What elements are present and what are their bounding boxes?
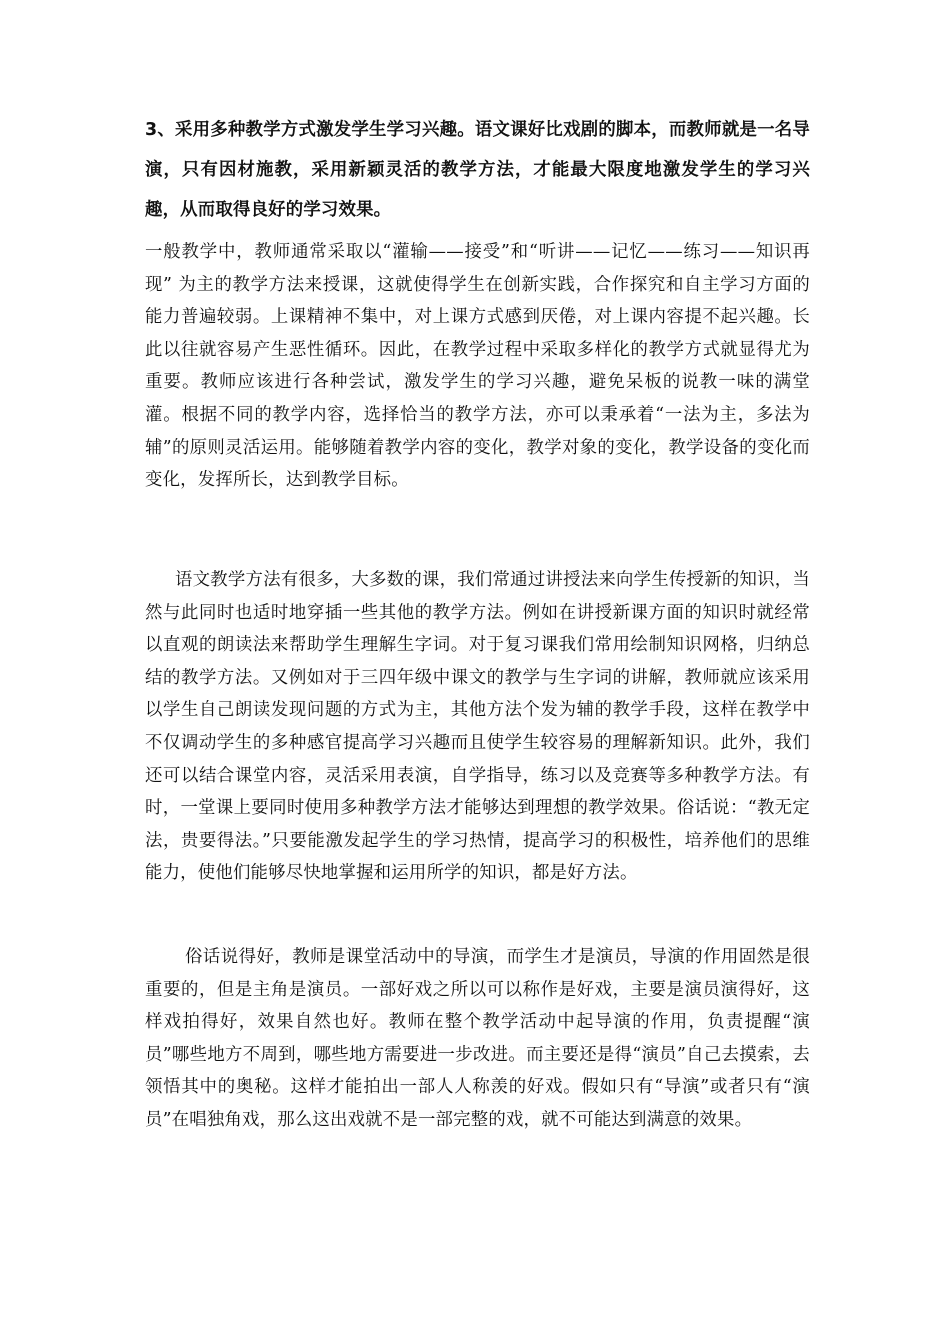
section-heading: 3、采用多种教学方式激发学生学习兴趣。语文课好比戏剧的脚本，而教师就是一名导演，只有因材施教，采用新颖灵活的教学方法，才能最大限度地激发学生的学习兴趣，从而取得良好的学习效果。 bbox=[145, 120, 810, 220]
paragraph-1: 一般教学中，教师通常采取以“灌输——接受”和“听讲——记忆——练习——知识再现” 为主的教学方法来授课，这就使得学生在创新实践，合作探究和自主学习方面的能力普遍较弱。上课精神不集中，对上课方式感到厌倦，对上课内容提不起兴趣。长此以往就容易产生恶性循环。因此，在教学过程中采取多样化的教学方式就显得尤为重要。教师应该进行各种尝试，激发学生的学习兴趣，避免呆板的说教一味的满堂灌。根据不同的教学内容，选择恰当的教学方法，亦可以秉承着“一法为主，多法为辅”的原则灵活运用。能够随着教学内容的变化，教学对象的变化，教学设备的变化而变化，发挥所长，达到教学目标。 bbox=[145, 242, 810, 491]
paragraph-2: 语文教学方法有很多，大多数的课，我们常通过讲授法来向学生传授新的知识，当然与此同时也适时地穿插一些其他的教学方法。例如在讲授新课方面的知识时就经常以直观的朗读法来帮助学生理解生字词。对于复习课我们常用绘制知识网格，归纳总结的教学方法。又例如对于三四年级中课文的教学与生字词的讲解，教师就应该采用以学生自己朗读发现问题的方式为主，其他方法个发为辅的教学手段，这样在教学中不仅调动学生的多种感官提高学习兴趣而且使学生较容易的理解新知识。此外，我们还可以结合课堂内容，灵活采用表演，自学指导，练习以及竞赛等多种教学方法。有时，一堂课上要同时使用多种教学方法才能够达到理想的教学效果。俗话说：“教无定法，贵要得法。”只要能激发起学生的学习热情，提高学习的积极性，培养他们的思维能力，使他们能够尽快地掌握和运用所学的知识，都是好方法。 bbox=[145, 570, 810, 884]
paragraph-3: 俗话说得好，教师是课堂活动中的导演，而学生才是演员，导演的作用固然是很重要的，但是主角是演员。一部好戏之所以可以称作是好戏，主要是演员演得好，这样戏拍得好，效果自然也好。教师在整个教学活动中起导演的作用，负责提醒“演员”哪些地方不周到，哪些地方需要进一步改进。而主要还是得“演员”自己去摸索，去领悟其中的奥秘。这样才能拍出一部人人称羡的好戏。假如只有“导演”或者只有“演员”在唱独角戏，那么这出戏就不是一部完整的戏，就不可能达到满意的效果。 bbox=[145, 947, 810, 1130]
